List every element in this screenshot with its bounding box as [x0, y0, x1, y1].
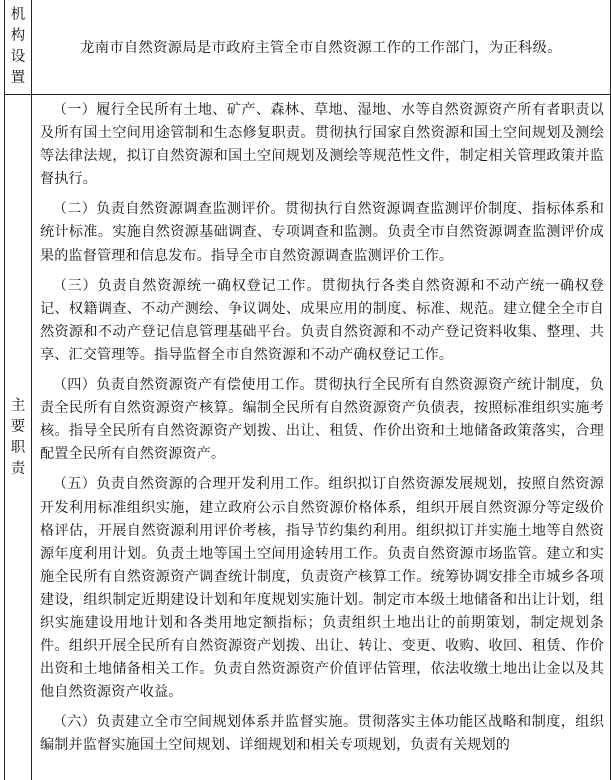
- duty-item-6: （六）负责建立全市空间规划体系并监督实施。贯彻落实主体功能区战略和制度，组织编制并监督实施国土空间规划、详细规划和相关专项规划，负责有关规划的: [40, 714, 604, 754]
- duty-item-1: （一）履行全民所有土地、矿产、森林、草地、湿地、水等自然资源资产所有者职责以及所有国土空间用途管制和生态修复职责。贯彻执行国家自然资源和国土空间规划及测绘等法律法规，拟订自然资源和国土空间规划及测绘等规范性文件，制定相关管理政策并监督执行。: [40, 102, 604, 188]
- duty-item-3: （三）负责自然资源统一确权登记工作。贯彻执行各类自然资源和不动产统一确权登记、权籍调查、不动产测绘、争议调处、成果应用的制度、标准、规范。建立健全全市自然资源和不动产登记信息管理基础平台。负责自然资源和不动产登记资料收集、整理、共享、汇交管理等。指导监督全市自然资源和不动产确权登记工作。: [40, 277, 604, 363]
- label-institution-setup: 机构设置: [10, 7, 26, 86]
- institution-setup-text: 龙南市自然资源局是市政府主管全市自然资源工作的工作部门，为正科级。: [80, 40, 562, 56]
- label-cell-setup: [5, 0, 32, 94]
- content-cell-duties: [32, 95, 610, 780]
- document-table: [4, 0, 611, 780]
- duty-item-2: （二）负责自然资源调查监测评价。贯彻执行自然资源调查监测评价制度、指标体系和统计标准。实施自然资源基础调查、专项调查和监测。负责全市自然资源调查监测评价成果的监督管理和信息发布。指导全市自然资源调查监测评价工作。: [40, 201, 604, 264]
- row-main-duties: [5, 95, 610, 780]
- content-cell-setup: [32, 0, 610, 94]
- label-main-duties: 主要职责: [10, 397, 26, 477]
- duty-item-4: （四）负责自然资源资产有偿使用工作。贯彻执行全民所有自然资源资产统计制度，负责全民所有自然资源资产核算。编制全民所有自然资源资产负债表，按照标准组织实施考核。指导全民所有自然资源资产划拨、出让、租赁、作价出资和土地储备政策落实，合理配置全民所有自然资源资产。: [40, 377, 604, 463]
- label-cell-duties: [5, 95, 32, 780]
- row-institution-setup: [5, 0, 610, 95]
- duty-item-5: （五）负责自然资源的合理开发利用工作。组织拟订自然资源发展规划，按照自然资源开发利用标准组织实施，建立政府公示自然资源价格体系，组织开展自然资源分等定级价格评估，开展自然资源利用评价考核，指导节约集约利用。组织拟订并实施土地等自然资源年度利用计划。负责土地等国土空间用途转用工作。负责自然资源市场监管。建立和实施全民所有自然资源资产调查统计制度，负责资产核算工作。统筹协调安排全市城乡各项建设，组织制定近期建设计划和年度规划实施计划。制定市本级土地储备和出让计划，组织实施建设用地计划和各类用地定额指标；负责组织土地出让的前期策划，制定规划条件。组织开展全民所有自然资源资产划拨、出让、转让、变更、收购、收回、租赁、作价出资和土地储备相关工作。负责自然资源资产价值评估管理，依法收缴土地出让金以及其他自然资源资产收益。: [40, 476, 604, 701]
